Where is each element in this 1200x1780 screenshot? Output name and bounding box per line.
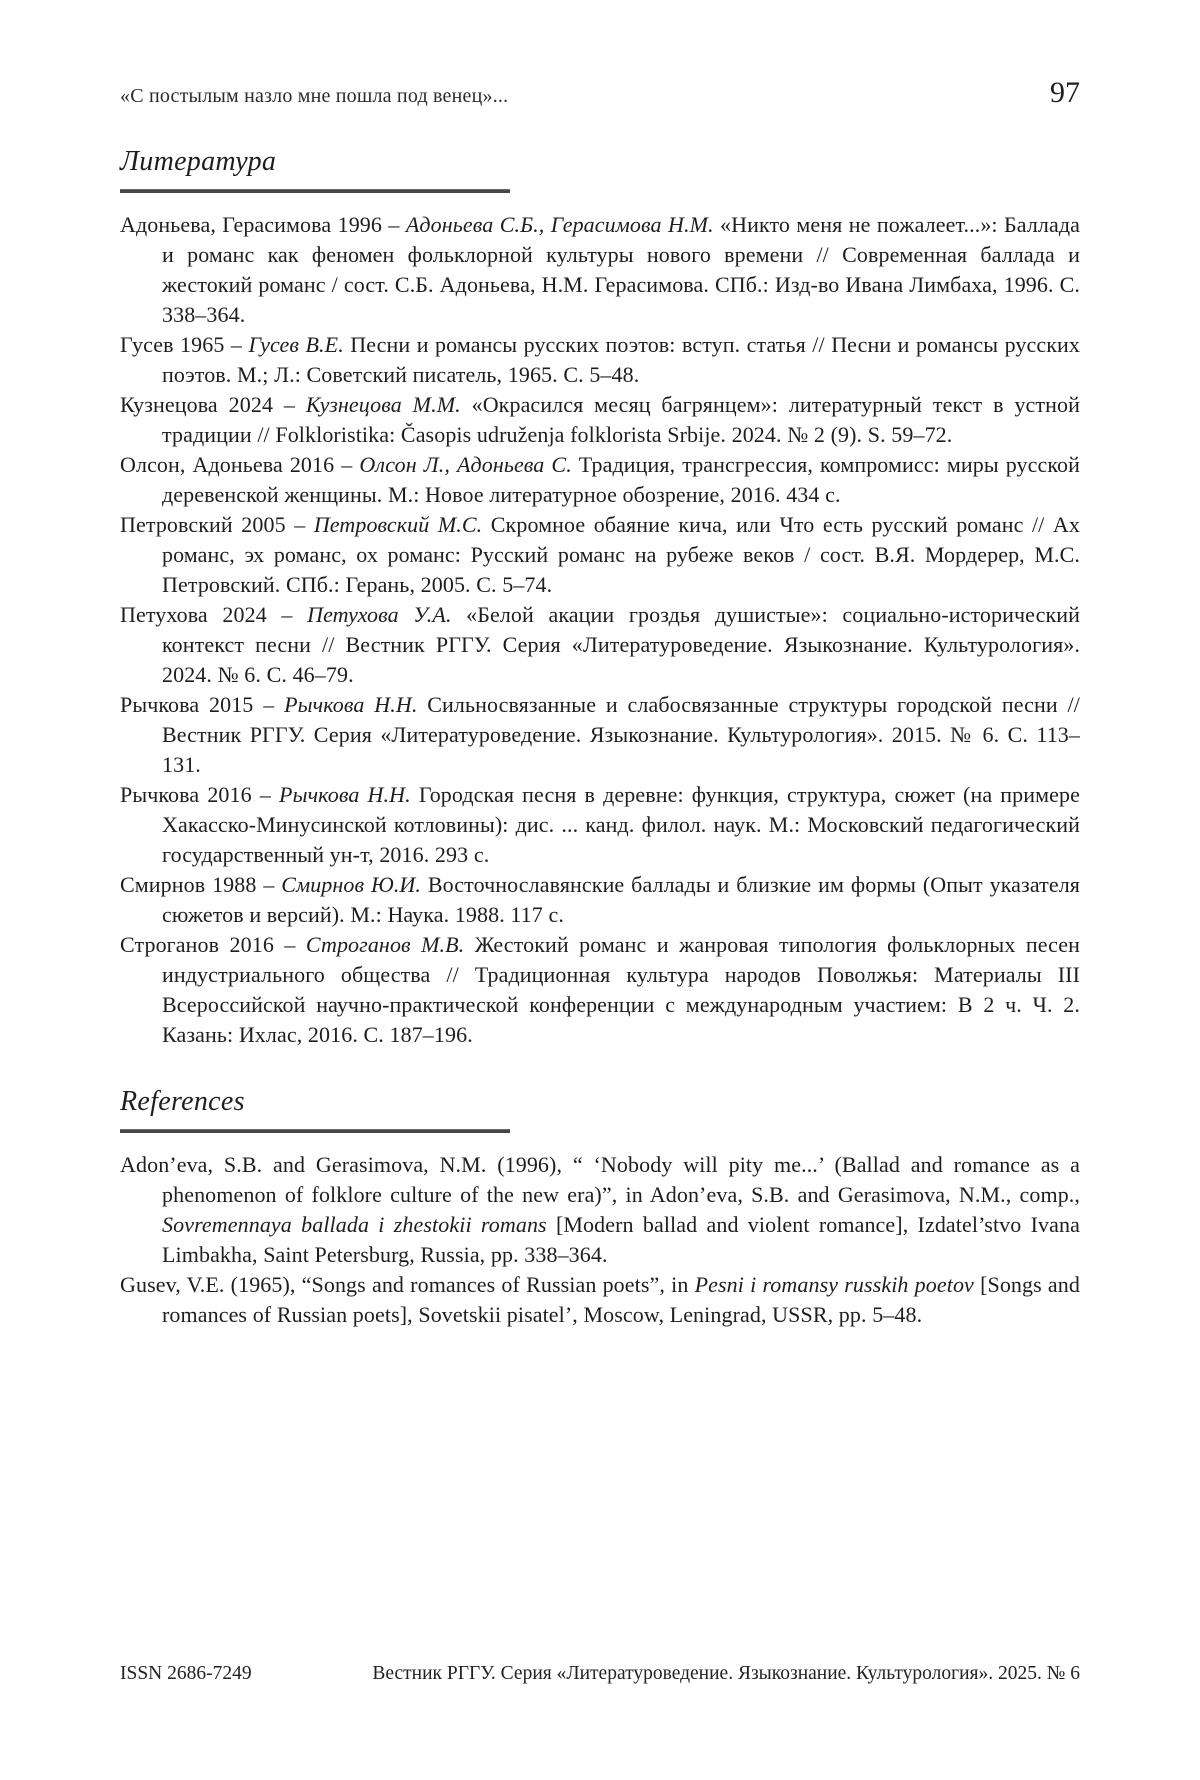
reference-entry (120, 930, 1080, 1050)
literature-heading-rule (120, 189, 510, 193)
entry-text: Жестокий романс и жанровая типология фольклорных песен индустриального общества // Традиционная культура народов Поволжья: Материалы III Всероссийской научно-практической конференции с международным участием: В 2 ч. Ч. 2. Казань: Ихлас, 2016. С. 187–196. (162, 932, 1080, 1047)
entry-text: «Белой акации гроздья душистые»: социально-исторический контекст песни // Вестник РГГУ. Серия «Литературоведение. Языкознание. Культурология». 2024. № 6. С. 46–79. (162, 602, 1080, 687)
references-list (120, 1150, 1080, 1330)
reference-entry (120, 210, 1080, 330)
entry-authors-italic: Олсон Л., Адоньева С. (359, 452, 572, 477)
entry-authors-italic: Петровский М.С. (313, 512, 483, 537)
entry-text: Гусев 1965 – (120, 332, 249, 357)
reference-entry (120, 870, 1080, 930)
footer-issn: ISSN 2686-7249 (120, 1663, 252, 1684)
entry-text: Песни и романсы русских поэтов: вступ. статья // Песни и романсы русских поэтов. М.; Л.: Советский писатель, 1965. С. 5–48. (162, 332, 1080, 387)
entry-text: Кузнецова 2024 – (120, 392, 306, 417)
entry-authors-italic: Pesni i romansy russkih poetov (694, 1272, 974, 1297)
entry-text: Сильносвязанные и слабосвязанные структуры городской песни // Вестник РГГУ. Серия «Литературоведение. Языкознание. Культурология». 2015. № 6. С. 113–131. (162, 692, 1080, 777)
entry-text: [Songs and romances of Russian poets], Sovetskii pisatel’, Moscow, Leningrad, USSR, pp. 5–48. (162, 1272, 1080, 1327)
entry-text: Восточнославянские баллады и близкие им формы (Опыт указателя сюжетов и версий). М.: Наука. 1988. 117 с. (162, 872, 1080, 927)
entry-text: «Окрасился месяц багрянцем»: литературный текст в устной традиции // Folkloristika: Časopis udruženja folklorista Srbije. 2024. № 2 (9). S. 59–72. (162, 392, 1080, 447)
reference-entry (120, 450, 1080, 510)
literature-heading: Литература (120, 146, 277, 177)
footer-journal-title: Вестник РГГУ. Серия «Литературоведение. Языкознание. Культурология». 2025. № 6 (372, 1663, 1080, 1684)
entry-text: Скромное обаяние кича, или Что есть русский романс // Ах романс, эх романс, ох романс: Русский романс на рубеже веков / сост. В.Я. Мордерер, М.С. Петровский. СПб.: Герань, 2005. С. 5–74. (162, 512, 1080, 597)
entry-authors-italic: Петухова У.А. (307, 602, 452, 627)
entry-text: Петухова 2024 – (120, 602, 308, 627)
reference-entry (120, 510, 1080, 600)
entry-text: Смирнов 1988 – (120, 872, 282, 897)
reference-entry (120, 600, 1080, 690)
entry-text: Рычкова 2016 – (120, 782, 280, 807)
entry-authors-italic: Гусев В.Е. (248, 332, 344, 357)
reference-entry (120, 780, 1080, 870)
entry-text: «Никто меня не пожалеет...»: Баллада и романс как феномен фольклорной культуры нового времени // Современная баллада и жестокий романс / сост. С.Б. Адоньева, Н.М. Герасимова. СПб.: Изд-во Ивана Лимбаха, 1996. С. 338–364. (162, 212, 1080, 327)
entry-text: [Modern ballad and violent romance], Izdatel’stvo Ivana Limbakha, Saint Petersburg, Russia, pp. 338–364. (162, 1212, 1080, 1267)
reference-entry (120, 1150, 1080, 1270)
references-heading-rule (120, 1129, 510, 1133)
page-number: 97 (1050, 76, 1080, 109)
entry-text: Строганов 2016 – (120, 932, 306, 957)
entry-text: Адоньева, Герасимова 1996 – (120, 212, 406, 237)
reference-entry (120, 390, 1080, 450)
entry-text: Adon’eva, S.B. and Gerasimova, N.M. (1996), “ ‘Nobody will pity me...’ (Ballad and romance as a phenomenon of folklore culture of the new era)”, in Adon’eva, S.B. and Gerasimova, N.M., comp., (120, 1152, 1080, 1207)
running-head: «С постылым назло мне пошла под венец»... (120, 85, 509, 107)
literature-list (120, 210, 1080, 1050)
entry-authors-italic: Кузнецова М.М. (305, 392, 461, 417)
entry-text: Традиция, трансгрессия, компромисс: миры русской деревенской женщины. М.: Новое литературное обозрение, 2016. 434 с. (162, 452, 1081, 507)
running-head-row (120, 0, 1080, 110)
reference-entry (120, 330, 1080, 390)
entry-text: Городская песня в деревне: функция, структура, сюжет (на примере Хакасско-Минусинской котловины): дис. ... канд. филол. наук. М.: Московский педагогический государственный ун-т, 2016. 293 с. (162, 782, 1080, 867)
references-heading: References (120, 1086, 245, 1117)
entry-text: Gusev, V.E. (1965), “Songs and romances of Russian poets”, in (120, 1272, 695, 1297)
entry-authors-italic: Рычкова Н.Н. (279, 782, 411, 807)
entry-authors-italic: Sovremennaya ballada i zhestokii romans (162, 1212, 547, 1237)
entry-text: Рычкова 2015 – (120, 692, 285, 717)
entry-authors-italic: Строганов М.В. (305, 932, 465, 957)
entry-text: Олсон, Адоньева 2016 – (120, 452, 360, 477)
entry-text: Петровский 2005 – (120, 512, 314, 537)
entry-authors-italic: Смирнов Ю.И. (281, 872, 422, 897)
entry-authors-italic: Адоньева С.Б., Герасимова Н.М. (405, 212, 714, 237)
entry-authors-italic: Рычкова Н.Н. (284, 692, 418, 717)
reference-entry (120, 690, 1080, 780)
reference-entry (120, 1270, 1080, 1330)
page-footer (120, 1663, 1080, 1685)
